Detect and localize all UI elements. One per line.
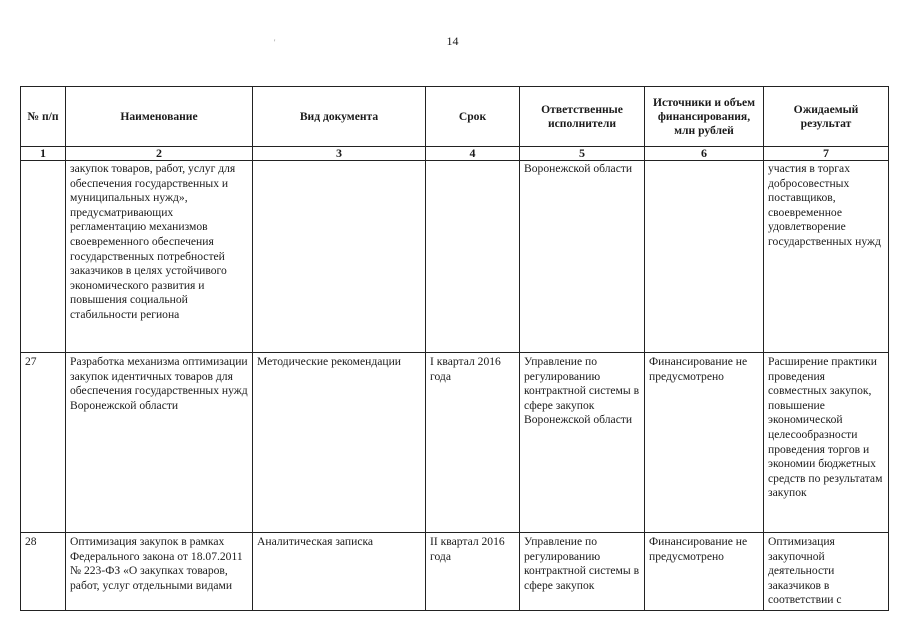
action-plan-table — [20, 86, 889, 611]
column-number: 7 — [764, 147, 889, 161]
row-responsible: Управление по регулированию контрактной системы в сфере закупок — [520, 533, 645, 611]
row-financing — [645, 161, 764, 353]
row-doc-type: Аналитическая записка — [253, 533, 426, 611]
row-number — [21, 161, 66, 353]
row-responsible: Управление по регулированию контрактной системы в сфере закупок Воронежской области — [520, 353, 645, 533]
row-name: Разработка механизма оптимизации закупок идентичных товаров для обеспечения государственных нужд Воронежской области — [66, 353, 253, 533]
column-number: 3 — [253, 147, 426, 161]
table-row — [21, 161, 889, 353]
row-result: Оптимизация закупочной деятельности заказчиков в соответствии с — [764, 533, 889, 611]
header-cell: № п/п — [21, 87, 66, 147]
row-responsible: Воронежской области — [520, 161, 645, 353]
table-row — [21, 533, 889, 611]
column-number: 5 — [520, 147, 645, 161]
page-number: 14 — [446, 34, 459, 48]
row-result: Расширение практики проведения совместных закупок, повышение экономической целесообразности проведения торгов и экономии бюджетных средств по результатам закупок — [764, 353, 889, 533]
row-name: закупок товаров, работ, услуг для обеспечения государственных и муниципальных нужд», предусматривающих регламентацию механизмов своевременного обеспечения государственных потребностей заказчиков в целях устойчивого экономического развития и повышения социальной стабильности региона — [66, 161, 253, 353]
row-name: Оптимизация закупок в рамках Федерального закона от 18.07.2011 № 223-ФЗ «О закупках товаров, работ, услуг отдельными видами — [66, 533, 253, 611]
row-term — [426, 161, 520, 353]
header-cell: Наименование — [66, 87, 253, 147]
row-doc-type — [253, 161, 426, 353]
column-number-row — [21, 147, 889, 161]
column-number: 6 — [645, 147, 764, 161]
column-number: 1 — [21, 147, 66, 161]
row-number: 28 — [21, 533, 66, 611]
row-doc-type: Методические рекомендации — [253, 353, 426, 533]
row-number: 27 — [21, 353, 66, 533]
header-cell: Источники и объем финансирования, млн рублей — [645, 87, 764, 147]
table-header-row — [21, 87, 889, 147]
row-term: II квартал 2016 года — [426, 533, 520, 611]
table-row — [21, 353, 889, 533]
row-financing: Финансирование не предусмотрено — [645, 533, 764, 611]
row-result: участия в торгах добросовестных поставщиков, своевременное удовлетворение государственных нужд — [764, 161, 889, 353]
header-cell: Вид документа — [253, 87, 426, 147]
column-number: 4 — [426, 147, 520, 161]
header-cell: Срок — [426, 87, 520, 147]
row-term: I квартал 2016 года — [426, 353, 520, 533]
scan-speck: ' — [274, 38, 276, 47]
column-number: 2 — [66, 147, 253, 161]
header-cell: Ожидаемый результат — [764, 87, 889, 147]
header-cell: Ответственные исполнители — [520, 87, 645, 147]
row-financing: Финансирование не предусмотрено — [645, 353, 764, 533]
